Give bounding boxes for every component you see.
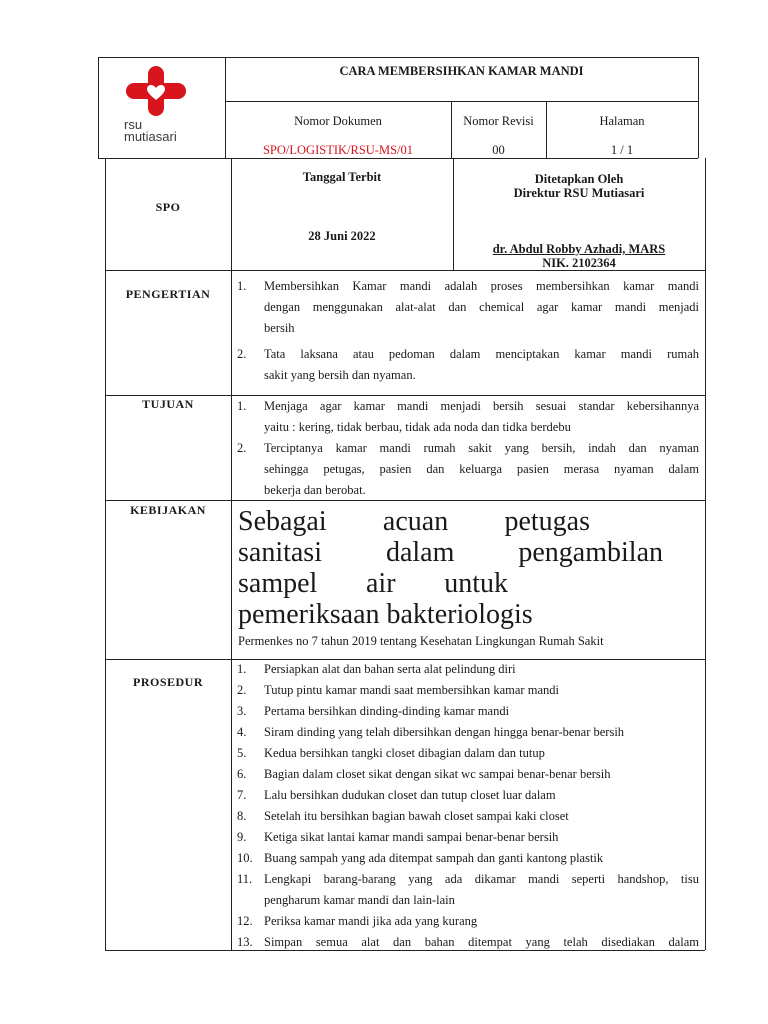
nomor-revisi-value: 00 [492, 143, 505, 157]
item-line: Lalu bersihkan dudukan closet dan tutup closet luar dalam [264, 788, 556, 802]
tanggal-terbit-label: Tanggal Terbit [302, 170, 382, 184]
spo-label: SPO [155, 200, 181, 214]
direktur-title: Direktur RSU Mutiasari [513, 186, 645, 200]
item-line: Tutup pintu kamar mandi saat membersihkan kamar mandi [264, 683, 559, 697]
item-line: sakit yang bersih dan nyaman. [264, 368, 416, 382]
item-line: sehingga petugas, pasien dan keluarga pasien merasa nyaman dalam [264, 462, 699, 476]
item-line: bekerja dan berobat. [264, 483, 366, 497]
logo-text-rsu: rsu [124, 117, 143, 132]
nomor-dokumen-value: SPO/LOGISTIK/RSU-MS/01 [262, 143, 414, 157]
tanggal-terbit-value: 28 Juni 2022 [308, 229, 376, 243]
prosedur-label: PROSEDUR [132, 675, 203, 689]
item-number: 8. [237, 809, 247, 823]
hospital-logo [118, 66, 208, 152]
kebijakan-line: pemeriksaan bakteriologis [238, 599, 533, 630]
item-number: 2. [237, 683, 247, 697]
item-line: Periksa kamar mandi jika ada yang kurang [264, 914, 478, 928]
item-line: Terciptanya kamar mandi rumah sakit yang bersih, indah dan nyaman [264, 441, 699, 455]
list-item [237, 785, 699, 806]
item-number: 11. [237, 872, 253, 886]
item-number: 1. [237, 399, 247, 413]
item-number: 7. [237, 788, 247, 802]
item-number: 12. [237, 914, 253, 928]
document-title: CARA MEMBERSIHKAN KAMAR MANDI [339, 64, 584, 78]
signer-nik: NIK. 2102364 [542, 256, 616, 270]
halaman-value: 1 / 1 [610, 143, 634, 157]
kebijakan-line: Sebagai acuan petugas [238, 506, 590, 537]
item-line: Tata laksana atau pedoman dalam menciptakan kamar mandi rumah [264, 347, 699, 361]
kebijakan-label: KEBIJAKAN [130, 503, 206, 517]
item-number: 1. [237, 279, 247, 293]
item-number: 1. [237, 662, 247, 676]
signer-name: dr. Abdul Robby Azhadi, MARS [492, 242, 666, 256]
halaman-label: Halaman [599, 114, 645, 128]
item-number: 10. [237, 851, 253, 865]
item-line: Simpan semua alat dan bahan ditempat yang telah disediakan dalam [264, 935, 699, 949]
item-number: 6. [237, 767, 247, 781]
item-line: yaitu : kering, tidak berbau, tidak ada noda dan tidka berdebu [264, 420, 571, 434]
list-item [237, 659, 699, 680]
list-item [237, 911, 699, 932]
list-item [237, 806, 699, 827]
tujuan-list [237, 396, 699, 501]
item-line: Siram dinding yang telah dibersihkan dengan hingga benar-benar bersih [264, 725, 625, 739]
item-line: dengan menggunakan alat-alat dan chemical agar kamar mandi menjadi [264, 300, 699, 314]
item-line: Lengkapi barang-barang yang ada dikamar mandi seperti handshop, tisu [264, 872, 699, 886]
list-item [237, 276, 699, 339]
item-line: Bagian dalam closet sikat dengan sikat wc sampai benar-benar bersih [264, 767, 611, 781]
list-item [237, 743, 699, 764]
item-number: 3. [237, 704, 247, 718]
list-item [237, 701, 699, 722]
kebijakan-note: Permenkes no 7 tahun 2019 tentang Kesehatan Lingkungan Rumah Sakit [238, 634, 604, 648]
item-line: Buang sampah yang ada ditempat sampah dan ganti kantong plastik [264, 851, 604, 865]
kebijakan-statement [238, 506, 690, 630]
item-line: Pertama bersihkan dinding-dinding kamar mandi [264, 704, 510, 718]
nomor-dokumen-label: Nomor Dokumen [294, 114, 382, 128]
pengertian-label: PENGERTIAN [125, 287, 211, 301]
ditetapkan-oleh: Ditetapkan Oleh [534, 172, 624, 186]
kebijakan-line: sampel air untuk [238, 568, 508, 599]
item-number: 2. [237, 347, 247, 361]
item-number: 2. [237, 441, 247, 455]
medical-cross-icon [126, 66, 186, 116]
item-line: Setelah itu bersihkan bagian bawah closet sampai kaki closet [264, 809, 569, 823]
list-item [237, 764, 699, 785]
list-item [237, 932, 699, 953]
list-item [237, 680, 699, 701]
list-item [237, 827, 699, 848]
item-line: Menjaga agar kamar mandi menjadi bersih sesuai standar kebersihannya [264, 399, 699, 413]
list-item [237, 848, 699, 869]
list-item [237, 722, 699, 743]
item-line: Ketiga sikat lantai kamar mandi sampai benar-benar bersih [264, 830, 559, 844]
kebijakan-line: sanitasi dalam pengambilan [238, 537, 663, 568]
nomor-revisi-label: Nomor Revisi [463, 114, 534, 128]
item-line: pengharum kamar mandi dan lain-lain [264, 893, 455, 907]
item-number: 13. [237, 935, 253, 949]
item-number: 4. [237, 725, 247, 739]
pengertian-list [237, 276, 699, 386]
item-line: bersih [264, 321, 295, 335]
item-number: 9. [237, 830, 247, 844]
item-line: Kedua bersihkan tangki closet dibagian dalam dan tutup [264, 746, 545, 760]
item-line: Membersihkan Kamar mandi adalah proses membersihkan kamar mandi [264, 279, 699, 293]
list-item [237, 344, 699, 386]
tujuan-label: TUJUAN [142, 397, 194, 411]
item-line: Persiapkan alat dan bahan serta alat pelindung diri [264, 662, 516, 676]
prosedur-list [237, 659, 699, 953]
list-item [237, 869, 699, 911]
logo-text-mutiasari: mutiasari [124, 129, 177, 144]
list-item [237, 396, 699, 438]
item-number: 5. [237, 746, 247, 760]
list-item [237, 438, 699, 501]
